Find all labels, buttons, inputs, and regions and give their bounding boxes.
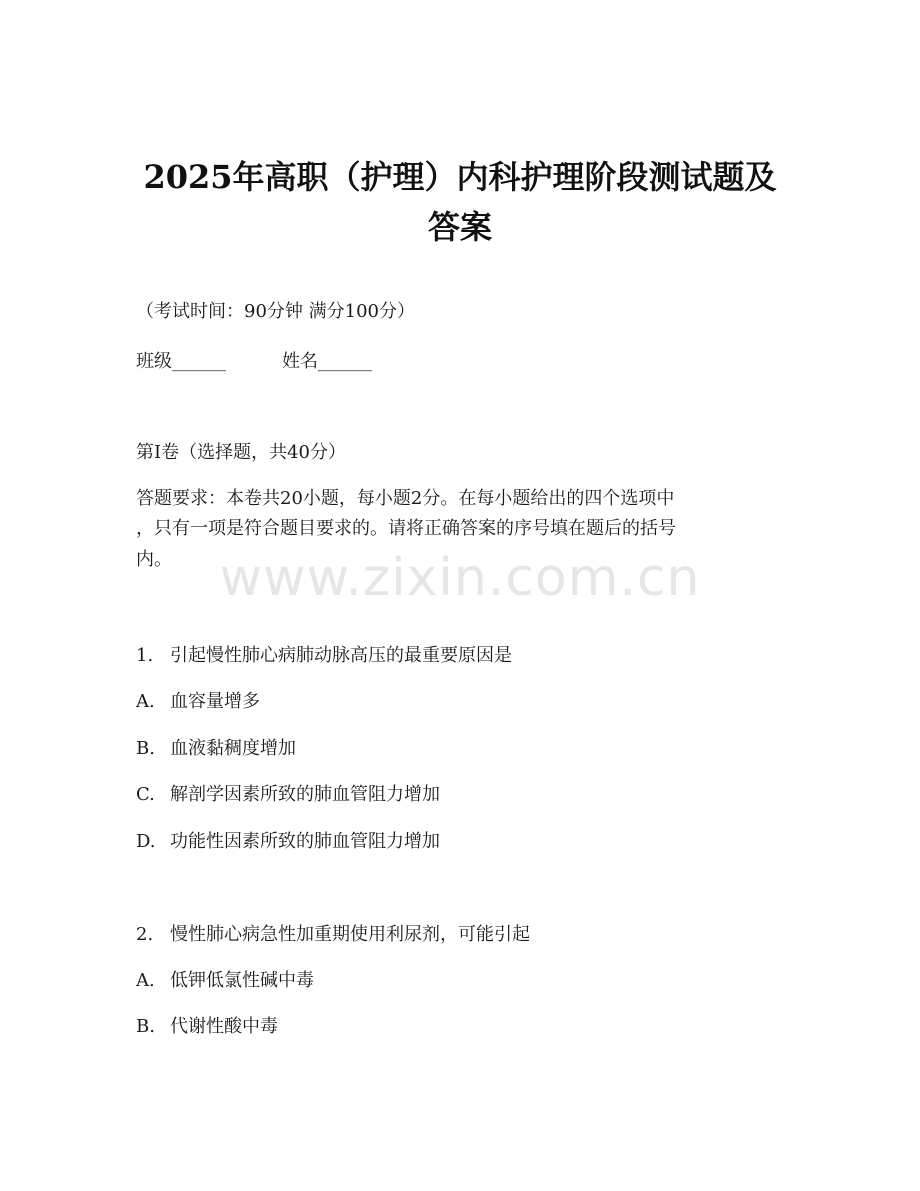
option-text: 功能性因素所致的肺血管阻力增加	[170, 831, 440, 852]
option-row	[136, 782, 440, 808]
option-text: 代谢性酸中毒	[170, 1016, 278, 1037]
option-text: 血液黏稠度增加	[170, 738, 296, 759]
class-label: 班级	[136, 351, 172, 372]
instructions-line-3: 内。	[136, 549, 172, 570]
option-row	[136, 736, 296, 762]
class-blank: ______	[172, 351, 226, 372]
option-letter: B.	[136, 1016, 155, 1037]
name-blank: ______	[318, 351, 372, 372]
question-stem: 引起慢性肺心病肺动脉高压的最重要原因是	[170, 645, 512, 666]
exam-info: （考试时间：90分钟 满分100分）	[136, 301, 415, 322]
student-fields	[136, 349, 372, 375]
option-row	[136, 1014, 278, 1040]
option-text: 解剖学因素所致的肺血管阻力增加	[170, 784, 440, 805]
option-text: 血容量增多	[170, 691, 260, 712]
question-number: 1.	[136, 645, 154, 666]
option-row	[136, 689, 260, 715]
document-title-line-2: 答案	[427, 208, 492, 246]
instructions-line-2: ，只有一项是符合题目要求的。请将正确答案的序号填在题后的括号	[136, 518, 676, 539]
question-number: 2.	[136, 924, 154, 945]
option-row	[136, 829, 440, 855]
watermark: www.zixin.com.cn	[219, 548, 701, 608]
option-letter: A.	[136, 970, 155, 991]
document-title-line-1: 2025年高职（护理）内科护理阶段测试题及	[143, 158, 777, 196]
option-letter: D.	[136, 831, 156, 852]
option-row	[136, 968, 314, 994]
instructions-line-1: 答题要求：本卷共20小题，每小题2分。在每小题给出的四个选项中	[136, 488, 675, 509]
question-2-stem-row	[136, 922, 530, 948]
question-stem: 慢性肺心病急性加重期使用利尿剂，可能引起	[170, 924, 530, 945]
question-1-stem-row	[136, 643, 512, 669]
option-letter: C.	[136, 784, 155, 805]
option-letter: A.	[136, 691, 155, 712]
section-heading: 第I卷（选择题，共40分）	[136, 442, 347, 463]
option-text: 低钾低氯性碱中毒	[170, 970, 314, 991]
name-label: 姓名	[282, 351, 318, 372]
option-letter: B.	[136, 738, 155, 759]
